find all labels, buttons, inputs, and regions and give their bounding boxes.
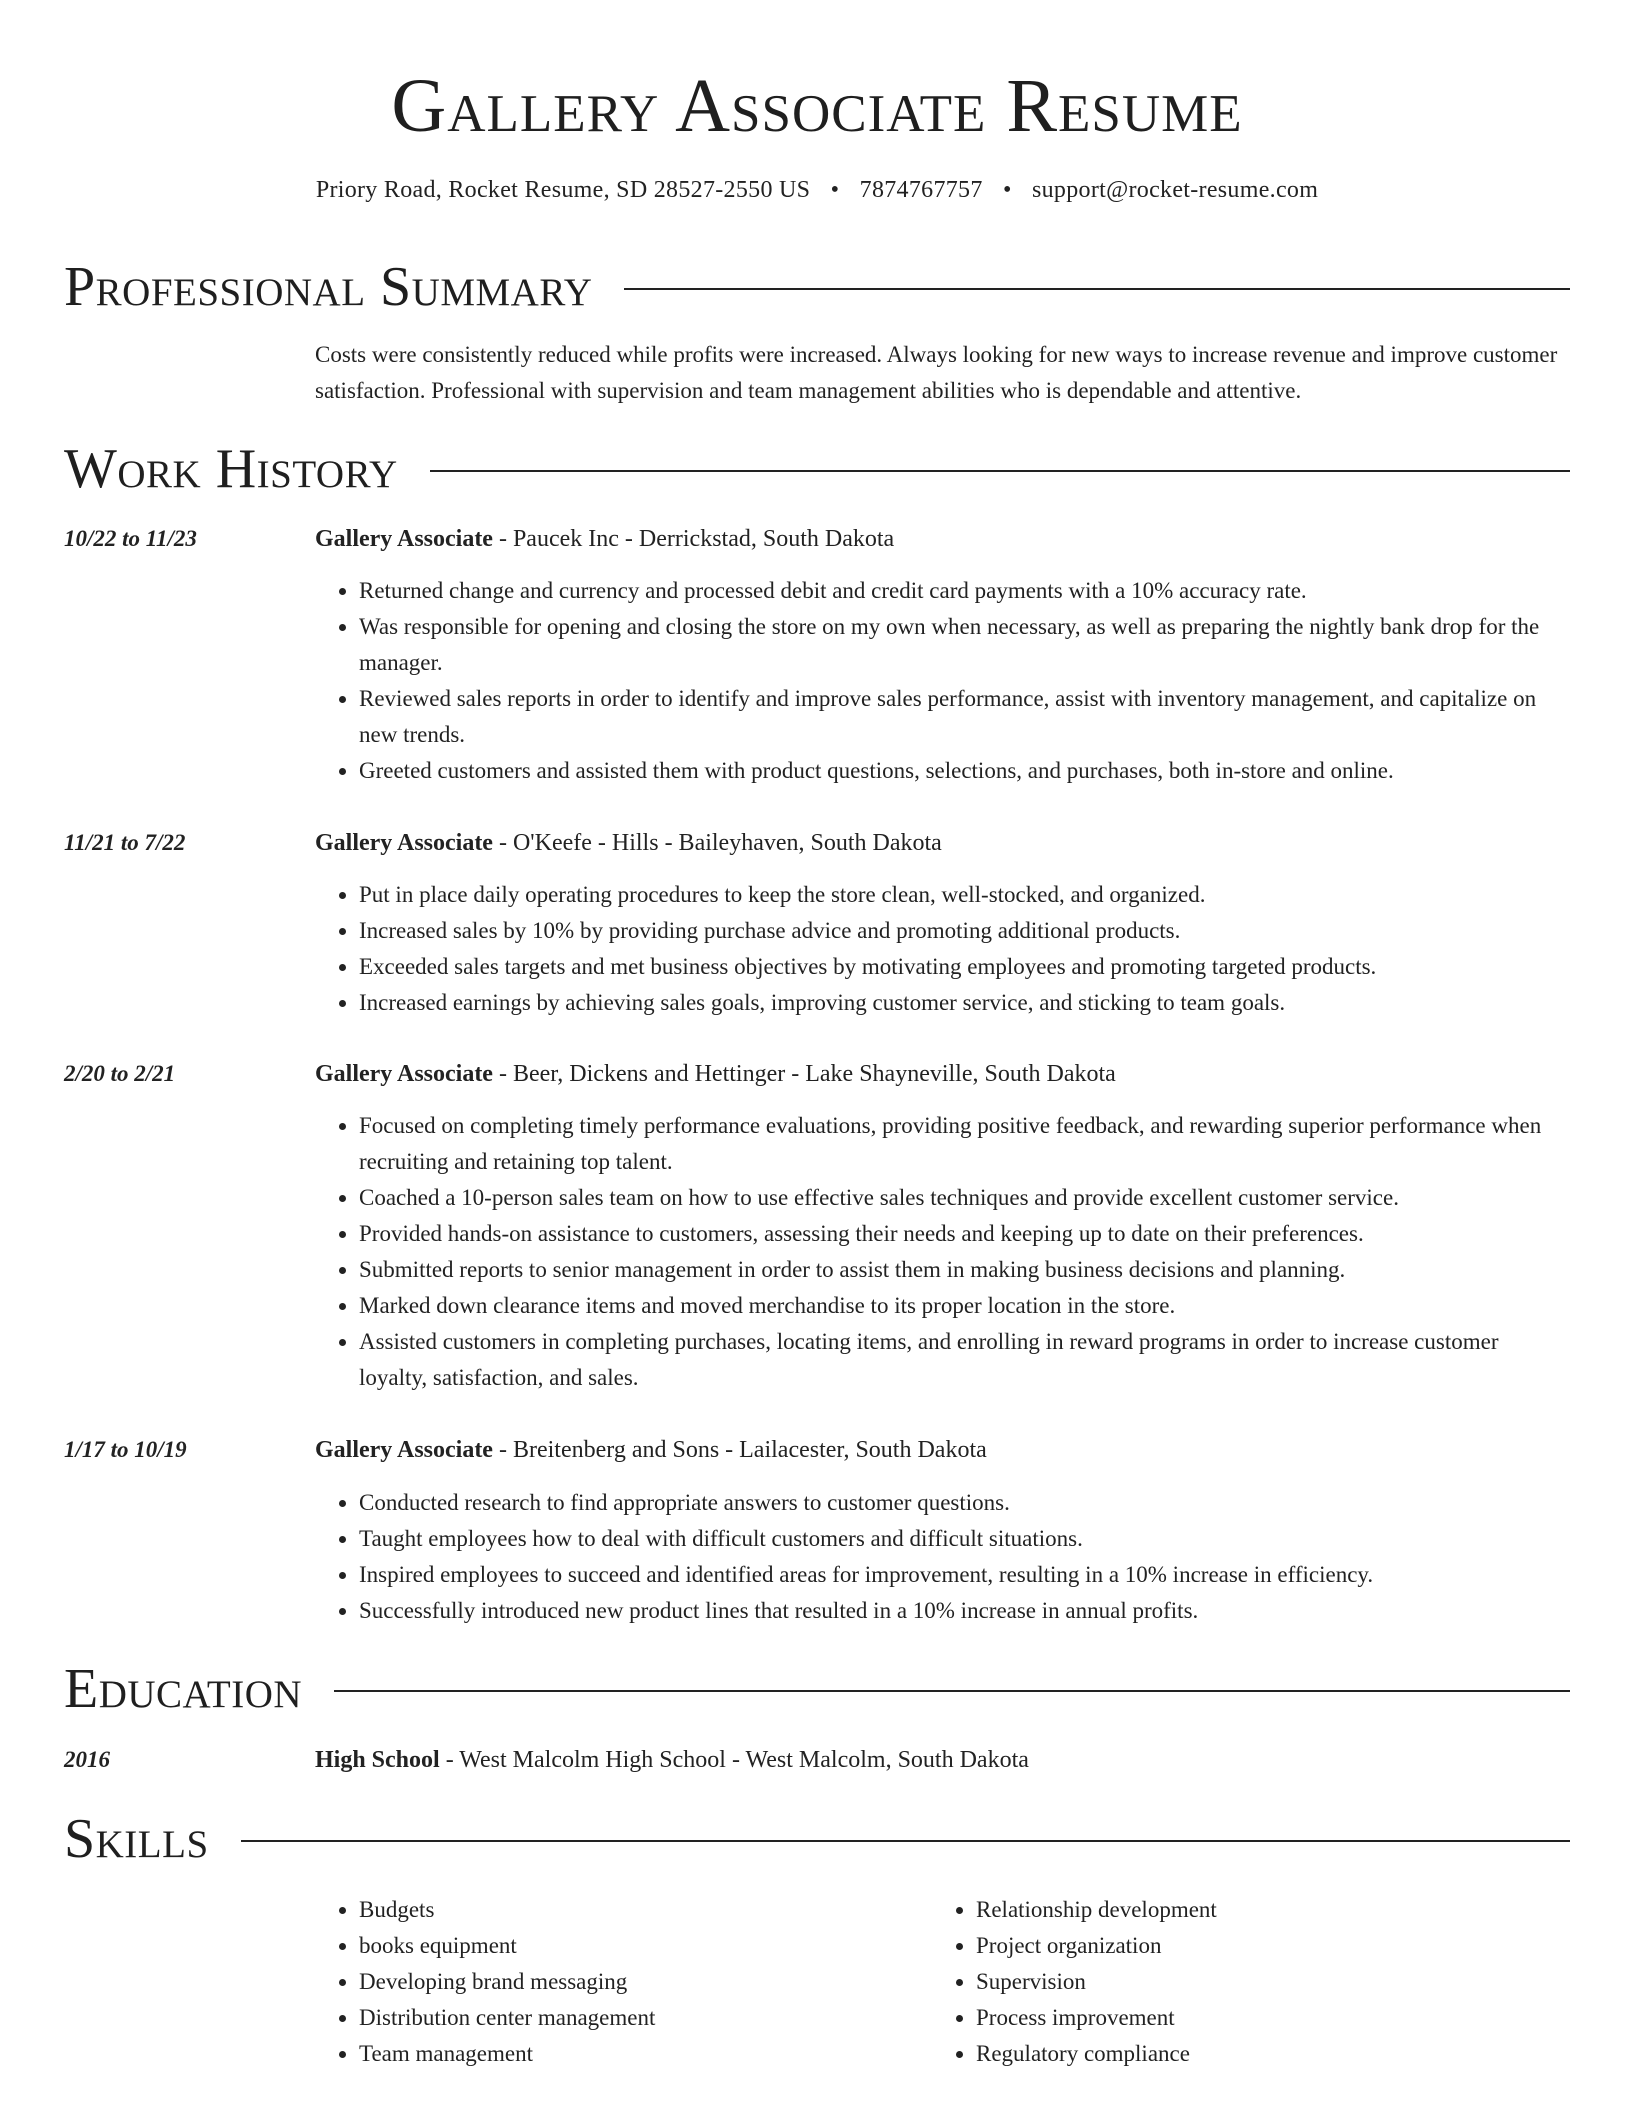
education-details: - West Malcolm High School - West Malcolm, South Dakota <box>439 1747 1029 1773</box>
section-professional-summary <box>64 252 1570 322</box>
job-details: - Breitenberg and Sons - Lailacester, South Dakota <box>492 1437 987 1463</box>
job-bullet: • Inspired employees to succeed and identified areas for improvement, resulting in a 10% increase in efficiency. <box>359 1557 1570 1593</box>
job-bullet: • Greeted customers and assisted them with product questions, selections, and purchases, both in-store and online. <box>359 753 1570 789</box>
job-bullet: • Returned change and currency and processed debit and credit card payments with a 10% accuracy rate. <box>359 573 1570 609</box>
skill-item: • books equipment <box>359 1928 919 1964</box>
skill-item: • Team management <box>359 2036 919 2072</box>
skill-item: • Relationship development <box>976 1892 1576 1928</box>
job-bullet: • Exceeded sales targets and met business objectives by motivating employees and promoting targeted products. <box>359 949 1570 985</box>
job-bullets <box>315 573 1570 789</box>
job-heading <box>315 1432 1570 1468</box>
job-details: - O'Keefe - Hills - Baileyhaven, South Dakota <box>492 830 942 856</box>
job-bullets <box>315 1485 1570 1629</box>
education-degree: High School <box>315 1747 440 1773</box>
education-year: 2016 <box>64 1747 110 1772</box>
skill-item: • Developing brand messaging <box>359 1964 919 2000</box>
skill-item: • Distribution center management <box>359 2000 919 2036</box>
job-details: - Beer, Dickens and Hettinger - Lake Shayneville, South Dakota <box>492 1061 1116 1087</box>
job-title: Gallery Associate <box>315 1061 493 1087</box>
education-heading <box>315 1742 1570 1778</box>
skill-item: • Process improvement <box>976 2000 1576 2036</box>
section-heading: Education <box>64 1658 303 1720</box>
section-divider <box>241 1840 1570 1842</box>
job-bullet: • Was responsible for opening and closing the store on my own when necessary, as well as preparing the nightly bank drop for the manager. <box>359 609 1570 681</box>
skill-item: • Regulatory compliance <box>976 2036 1576 2072</box>
section-heading: Professional Summary <box>64 256 593 318</box>
job-bullet: • Marked down clearance items and moved merchandise to its proper location in the store. <box>359 1288 1570 1324</box>
job-bullet: • Assisted customers in completing purchases, locating items, and enrolling in reward programs in order to increase customer loyalty, satisfaction, and sales. <box>359 1324 1570 1396</box>
job-bullet: • Increased sales by 10% by providing purchase advice and promoting additional products. <box>359 913 1570 949</box>
job-heading <box>315 1056 1570 1092</box>
resume-title: Gallery Associate Resume <box>391 64 1243 148</box>
contact-phone: 7874767757 <box>859 177 983 203</box>
section-divider <box>624 288 1570 290</box>
job-bullet: • Increased earnings by achieving sales goals, improving customer service, and sticking to team goals. <box>359 985 1570 1021</box>
job-bullets <box>315 1108 1570 1396</box>
section-heading: Work History <box>64 438 398 500</box>
summary-text: Costs were consistently reduced while profits were increased. Always looking for new ways to increase revenue and improve customer satisfaction. Professional with supervision and team management abilities who is dependable and attentive. <box>315 342 1558 403</box>
section-divider <box>430 470 1570 472</box>
job-title: Gallery Associate <box>315 830 493 856</box>
job-bullet: • Provided hands-on assistance to customers, assessing their needs and keeping up to date on their preferences. <box>359 1216 1570 1252</box>
job-dates: 11/21 to 7/22 <box>64 830 186 855</box>
section-heading: Skills <box>64 1808 209 1870</box>
job-bullet: • Submitted reports to senior management in order to assist them in making business decisions and planning. <box>359 1252 1570 1288</box>
skill-item: • Budgets <box>359 1892 919 1928</box>
section-education <box>64 1654 1570 1724</box>
job-heading <box>315 825 1570 861</box>
job-bullet: • Reviewed sales reports in order to identify and improve sales performance, assist with inventory management, and capitalize on new trends. <box>359 681 1570 753</box>
contact-separator: • <box>1002 177 1012 203</box>
job-dates: 1/17 to 10/19 <box>64 1437 187 1462</box>
contact-email: support@rocket-resume.com <box>1031 177 1319 203</box>
section-divider <box>334 1690 1570 1692</box>
skills-column-left <box>315 1892 919 2072</box>
job-dates: 10/22 to 11/23 <box>64 526 197 551</box>
job-dates: 2/20 to 2/21 <box>64 1061 176 1086</box>
job-heading <box>315 521 1570 557</box>
job-bullets <box>315 877 1570 1021</box>
skill-item: • Project organization <box>976 1928 1576 1964</box>
skills-list <box>315 1892 1570 2082</box>
skills-column-right <box>932 1892 1576 2072</box>
job-bullet: • Focused on completing timely performance evaluations, providing positive feedback, and rewarding superior performance when recruiting and retaining top talent. <box>359 1108 1570 1180</box>
job-bullet: • Put in place daily operating procedures to keep the store clean, well-stocked, and organized. <box>359 877 1570 913</box>
job-title: Gallery Associate <box>315 526 493 552</box>
job-bullet: • Successfully introduced new product lines that resulted in a 10% increase in annual profits. <box>359 1593 1570 1629</box>
section-skills <box>64 1804 1570 1874</box>
contact-line <box>64 172 1570 208</box>
section-work-history <box>64 434 1570 504</box>
contact-separator: • <box>830 177 840 203</box>
job-bullet: • Coached a 10-person sales team on how to use effective sales techniques and provide excellent customer service. <box>359 1180 1570 1216</box>
job-bullet: • Taught employees how to deal with difficult customers and difficult situations. <box>359 1521 1570 1557</box>
job-bullet: • Conducted research to find appropriate answers to customer questions. <box>359 1485 1570 1521</box>
job-details: - Paucek Inc - Derrickstad, South Dakota <box>492 526 895 552</box>
contact-address: Priory Road, Rocket Resume, SD 28527-2550 US <box>315 177 811 203</box>
skill-item: • Supervision <box>976 1964 1576 2000</box>
job-title: Gallery Associate <box>315 1437 493 1463</box>
